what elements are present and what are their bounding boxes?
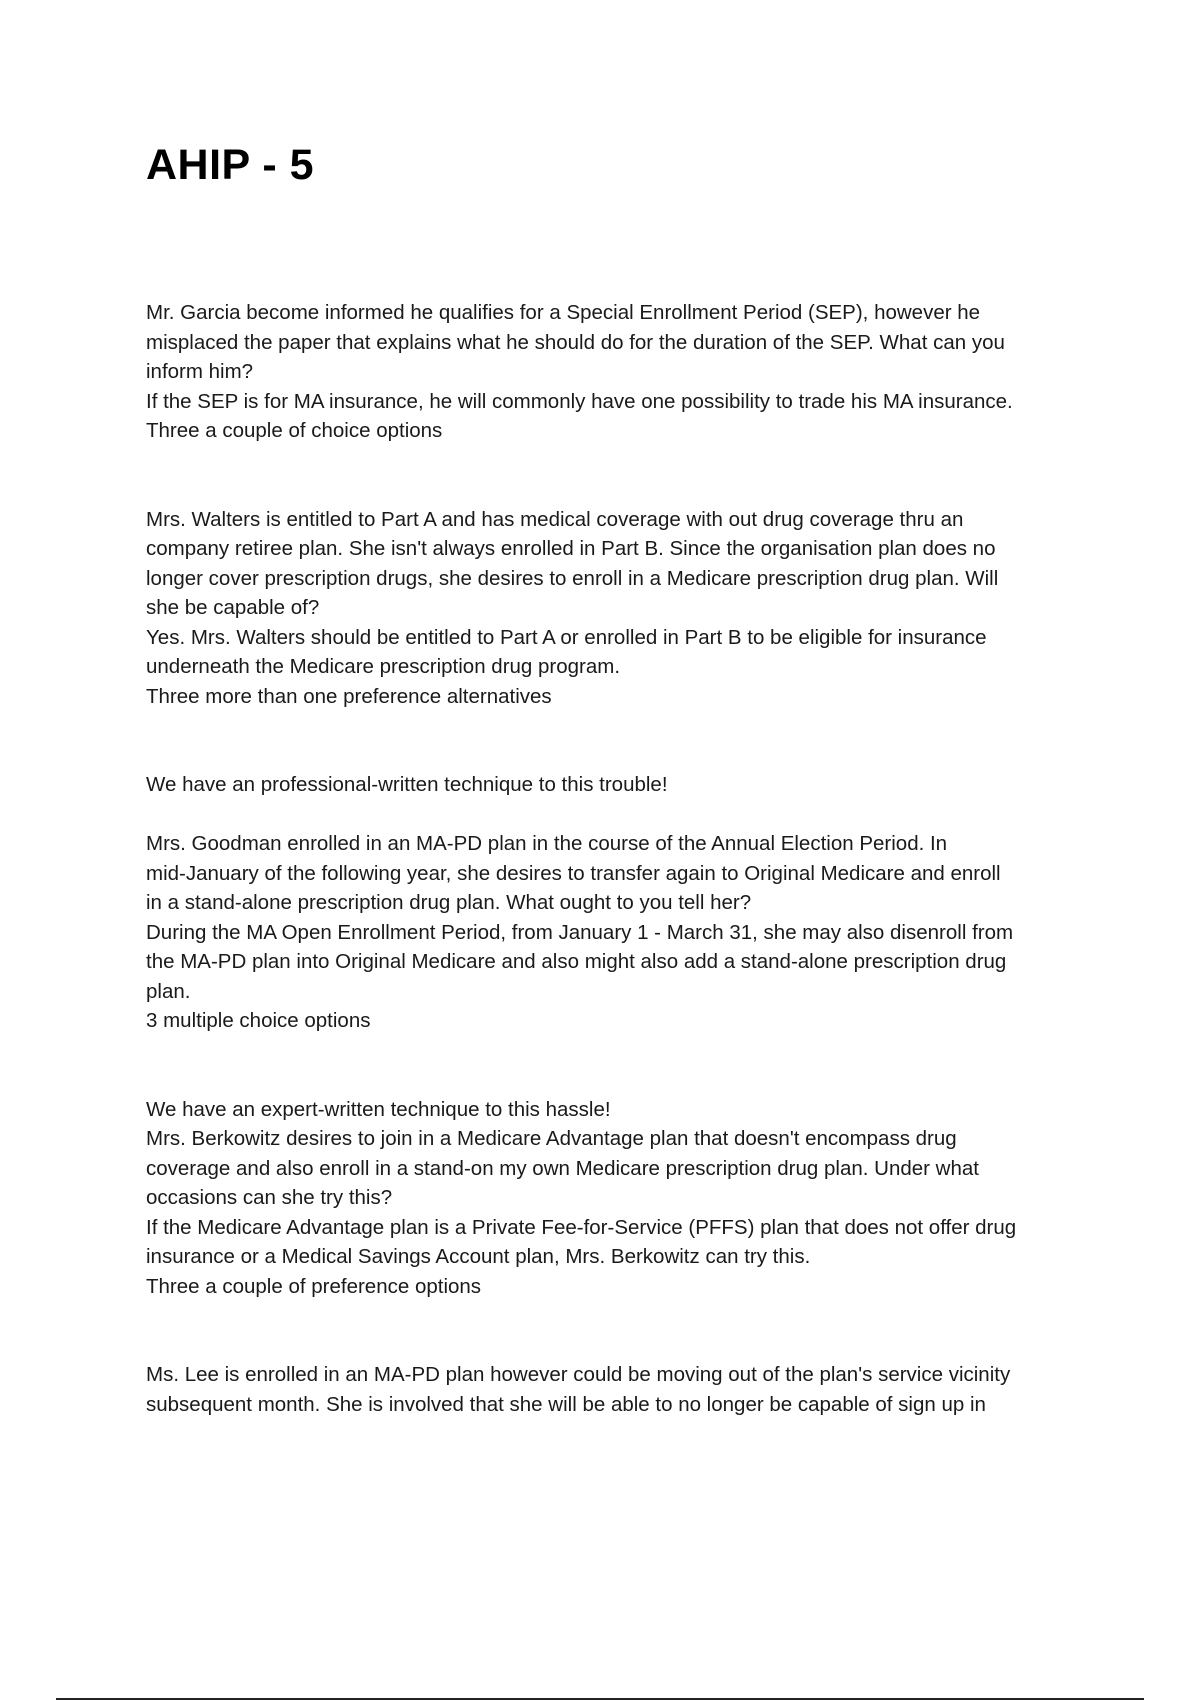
text-line: inform him? — [146, 360, 254, 383]
text-line: 3 multiple choice options — [146, 1009, 371, 1032]
text-line: During the MA Open Enrollment Period, from January 1 - March 31, she may also disenroll from — [146, 920, 1014, 944]
text-line: in a stand-alone prescription drug plan. What ought to you tell her? — [146, 891, 752, 914]
page-title: AHIP - 5 — [146, 141, 315, 189]
text-line: If the SEP is for MA insurance, he will commonly have one possibility to trade his MA insurance. — [146, 389, 1013, 413]
text-line: If the Medicare Advantage plan is a Private Fee-for-Service (PFFS) plan that does not offer drug — [146, 1215, 1017, 1239]
spacer — [146, 1301, 1096, 1360]
text-line: Mrs. Goodman enrolled in an MA-PD plan in the course of the Annual Election Period. In — [146, 832, 948, 855]
text-line: coverage and also enroll in a stand-on my own Medicare prescription drug plan. Under what — [146, 1156, 979, 1180]
spacer — [146, 800, 1096, 830]
text-line: We have an expert-written technique to this hassle! — [146, 1097, 611, 1121]
document-body — [146, 298, 1096, 1419]
question-berkowitz — [146, 1095, 1096, 1302]
text-line: mid-January of the following year, she desires to transfer again to Original Medicare and enroll — [146, 861, 1001, 885]
text-line: misplaced the paper that explains what he should do for the duration of the SEP. What can you — [146, 330, 1005, 354]
text-line: subsequent month. She is involved that she will be able to no longer be capable of sign up in — [146, 1392, 986, 1416]
promo-line — [146, 770, 1096, 800]
text-line: Three a couple of choice options — [146, 419, 443, 442]
text-line: Yes. Mrs. Walters should be entitled to Part A or enrolled in Part B to be eligible for insurance — [146, 625, 987, 649]
text-line: Three a couple of preference options — [146, 1274, 482, 1298]
text-line: Mrs. Walters is entitled to Part A and has medical coverage with out drug coverage thru an — [146, 507, 964, 531]
spacer — [146, 711, 1096, 770]
spacer — [146, 1036, 1096, 1095]
text-line: insurance or a Medical Savings Account plan, Mrs. Berkowitz can try this. — [146, 1245, 811, 1268]
text-line: company retiree plan. She isn't always enrolled in Part B. Since the organisation plan does no — [146, 537, 996, 560]
question-garcia — [146, 298, 1096, 446]
question-goodman — [146, 829, 1096, 1036]
text-line: plan. — [146, 979, 191, 1003]
text-line: the MA-PD plan into Original Medicare and also might also add a stand-alone prescription drug — [146, 950, 1007, 973]
text-line: Three more than one preference alternatives — [146, 684, 552, 708]
text-line: longer cover prescription drugs, she desires to enroll in a Medicare prescription drug plan. Will — [146, 566, 999, 590]
text-line: Ms. Lee is enrolled in an MA-PD plan however could be moving out of the plan's service vicinity — [146, 1363, 1011, 1386]
text-line: she be capable of? — [146, 596, 320, 619]
question-lee — [146, 1360, 1096, 1419]
text-line: underneath the Medicare prescription drug program. — [146, 655, 621, 678]
text-line: Mr. Garcia become informed he qualifies for a Special Enrollment Period (SEP), however he — [146, 301, 981, 324]
text-line: We have an professional-written technique to this trouble! — [146, 773, 668, 796]
spacer — [146, 446, 1096, 505]
text-line: Mrs. Berkowitz desires to join in a Medicare Advantage plan that doesn't encompass drug — [146, 1127, 957, 1150]
question-walters — [146, 505, 1096, 712]
text-line: occasions can she try this? — [146, 1186, 393, 1209]
